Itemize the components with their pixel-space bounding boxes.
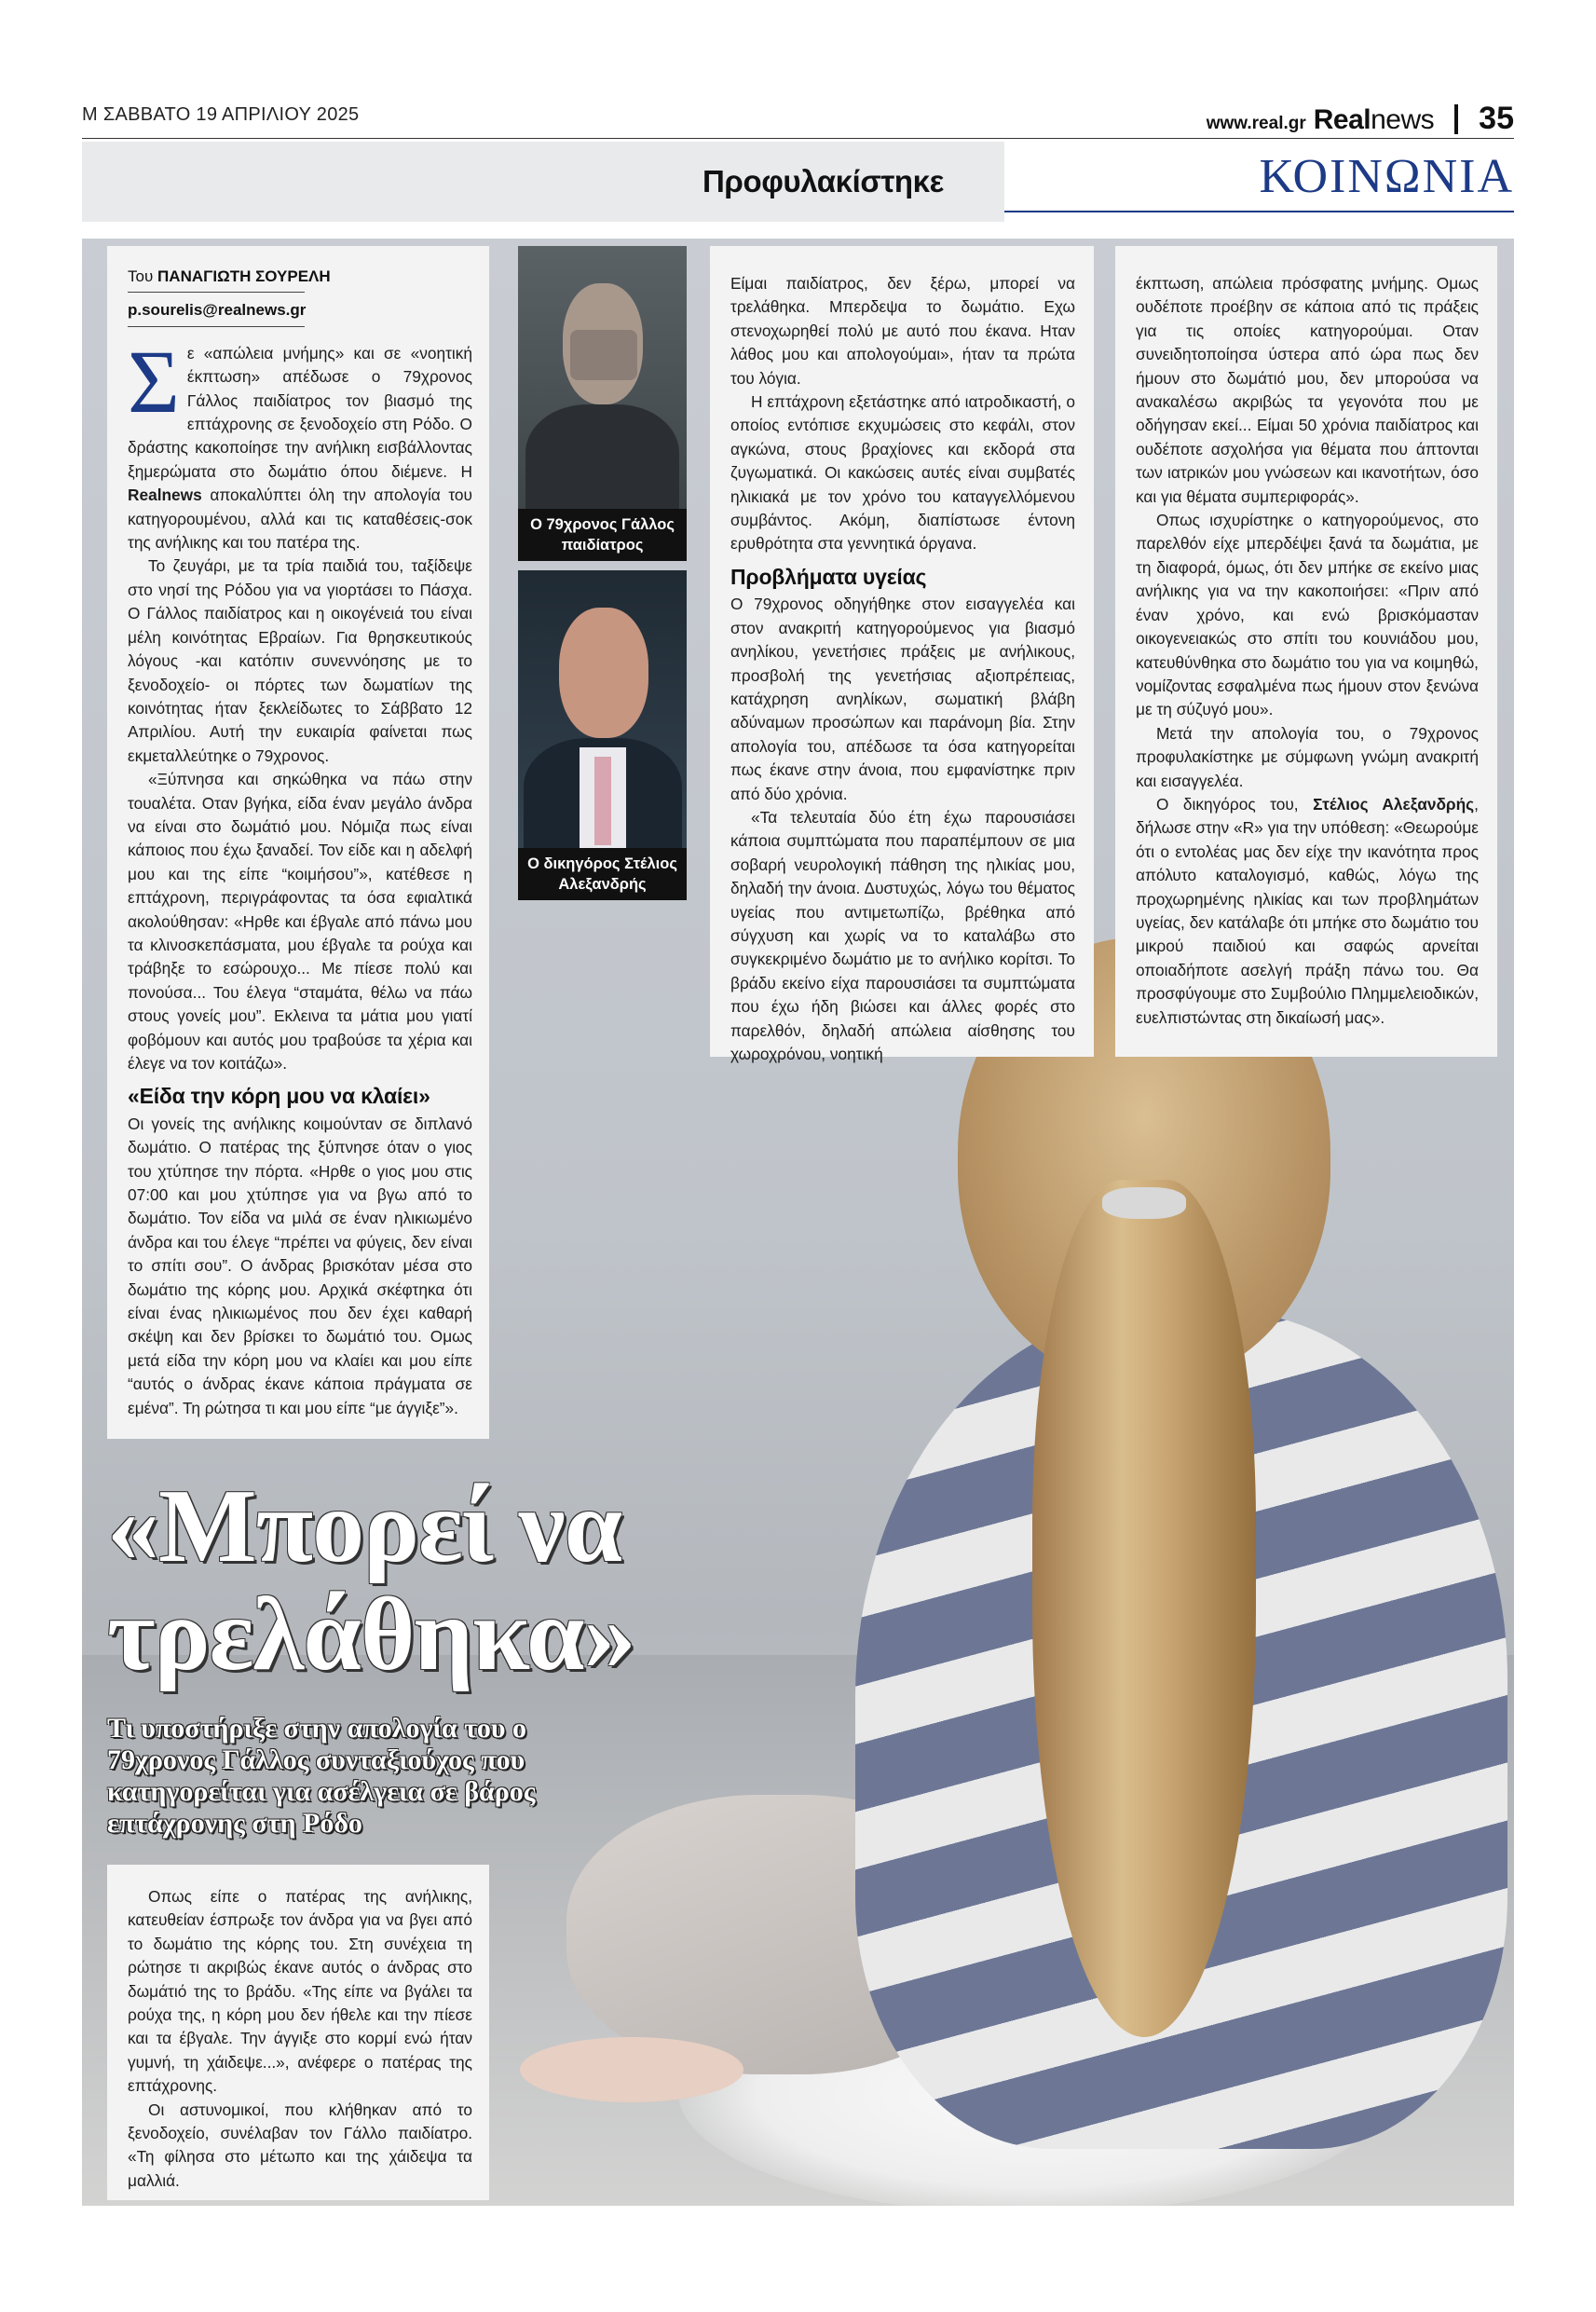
paragraph: έκπτωση, απώλεια πρόσφατης μνήμης. Ομως ουδέποτε προέβην σε κάποια από τις πράξεις για τις οποίες κατηγορούμαι. Οταν συνειδητοποίησα ύστερα από ώρα πως δεν ήμουν στο δωμάτιό μου, δεν μπορούσα να ανακαλέσω ακριβώς τα γεγονότα που με οδήγησαν εκεί... Είμαι 50 χρόνια παιδίατρος και ουδέποτε ασχολήσα για θέματα που άπτονται των ιατρικών μου γνώσεων και ικανοτήτων, όσο και για θέματα συμπεριφοράς». — [1136, 274, 1479, 506]
byline-prefix: Του — [128, 267, 154, 285]
article-column-1 — [107, 246, 489, 1439]
paragraph: Είμαι παιδίατρος, δεν ξέρω, μπορεί να τρελάθηκα. Μπερδεψα το δωμάτιο. Εχω στενοχωρηθεί πολύ με αυτό που έκανα. Ηταν λάθος μου και απολογούμαι», ήταν τα πρώτα του λόγια. — [730, 274, 1075, 388]
issue-date: Μ ΣΑΒΒΑΤΟ 19 ΑΠΡΙΛΙΟΥ 2025 — [82, 104, 360, 125]
paragraph: Ο δικηγόρος του, Στέλιος Αλεξανδρής, δήλωσε στην «R» για την υπόθεση: «Θεωρούμε ότι ο εντολέας μας δεν είχε την ικανότητα προς απόλυτο καταλογισμό, καθώς, λόγω της προχωρημένης ηλικίας και των προβλημάτων υγείας, δεν κατάλαβε ότι μπήκε στο δωμάτιο του μικρού παιδιού και σαφώς αρνείται οποιαδήποτε ασελγή πράξη πάνω του. Θα προσφύγουμε στο Συμβούλιο Πλημμελειοδικών, ευελπιστώντας στη δικαίωσή μας». — [1136, 794, 1479, 1027]
masthead — [1207, 101, 1514, 137]
header-rule — [82, 138, 1514, 139]
paragraph: Οι αστυνομικοί, που κλήθηκαν από το ξενοδοχείο, συνέλαβαν τον Γάλλο παιδίατρο. «Τη φίλησα στο μέτωπο και της χάιδεψα τα μαλλιά. — [128, 2100, 472, 2190]
photo-face — [559, 608, 648, 738]
main-headline — [107, 1469, 946, 1692]
drop-cap: Σ — [128, 331, 180, 431]
byline-rule — [128, 292, 305, 293]
paragraph: «Τα τελευταία δύο έτη έχω παρουσιάσει κάποια συμπτώματα που παραπέμπουν σε μια σοβαρή νευρολογική πάθηση της ηλικίας μου, δηλαδή την άνοια. Δυστυχώς, λόγω του θέματος υγείας που αντιμετωπίζω, βρέθηκα από σύγχυση και χωρίς να το καταλάβω στο συγκεκριμένο δωμάτιο με το ανήλικο κορίτσι. Το βράδυ εκείνο είχα παρουσιάσει τα συμπτώματα που έχω ήδη βιώσει και άλλες φορές στο παρελθόν, δηλαδή απώλεια αίσθησης του χωροχρόνου, νοητική — [730, 807, 1075, 1063]
article-column-3 — [1115, 246, 1497, 1057]
headline-line-1: «Μπορεί να — [107, 1469, 622, 1584]
subheadline: Τι υποστήριξε στην απολογία του ο 79χρονος Γάλλος συνταξιούχος που κατηγορείται για ασέλγεια σε βάρος επτάχρονης στη Ρόδο — [107, 1713, 536, 1839]
lead-paragraph: Σε «απώλεια μνήμης» και σε «νοητική έκπτωση» απέδωσε ο 79χρονος Γάλλος παιδίατρος τον βιασμό της επτάχρονης σε ξενοδοχείο στη Ρόδο. Ο δράστης κακοποίησε την ανήλικη εισβάλλοντας ξημερώματα στο δωμάτιο όπου διέμενε. Η Realnews αποκαλύπτει όλη την απολογία του κατηγορουμένου, αλλά και τις καταθέσεις-σοκ της ανήλικης και του πατέρα της. — [128, 331, 472, 553]
article-column-4 — [107, 1865, 489, 2200]
defendant-photo — [518, 246, 687, 509]
portrait-defendant — [518, 246, 687, 561]
paragraph: «Ξύπνησα και σηκώθηκα να πάω στην τουαλέτα. Οταν βγήκα, είδα έναν μεγάλο άνδρα να είναι στο δωμάτιό μου. Νόμιζα πως είναι κάποιος που έχω ξαναδεί. Τον είδε και η αδελφή μου και της είπε “κοιμήσου”», κατέθεσε η επτάχρονη, περιγράφοντας τα όσα εφιαλτικά ακολούθησαν: «Ηρθε και έβγαλε από πάνω μου τα κλινοσκεπάσματα, μου έβγαλε τα ρούχα και τράβηξε το εσώρουχο... Με πίεσε πολύ και πονούσα... Του έλεγα “σταμάτα, θέλω να πάω στους γονείς μου”. Εκλεινα τα μάτια μου γιατί φοβόμουν και αυτός μου τραβούσε τα χέρια και έλεγε να τον κοιτάζω». — [128, 770, 472, 1073]
email-rule — [128, 326, 305, 327]
page-number: 35 — [1479, 101, 1514, 136]
subheading: Προβλήματα υγείας — [730, 564, 927, 589]
author-email[interactable]: p.sourelis@realnews.gr — [128, 301, 307, 320]
section-title: ΚΟΙΝΩΝΙΑ — [1259, 150, 1514, 203]
logo-bold: Real — [1313, 104, 1371, 135]
article-column-2 — [710, 246, 1094, 1063]
brand-logo — [1314, 104, 1434, 136]
lawyer-photo — [518, 570, 687, 848]
category-label: Προφυλακίστηκε — [703, 164, 944, 198]
paragraph: Το ζευγάρι, με τα τρία παιδιά του, ταξίδεψε στο νησί της Ρόδου για να γιορτάσει το Πάσχα. Ο Γάλλος παιδίατρος και η οικογένειά του είναι μέλη κοινότητας Εβραίων. Για θρησκευτικούς λόγους -και κατόπιν συνεννόησης με το ξενοδοχείο- οι πόρτες των δωματίων της κοινότητας ήταν ξεκλείδωτες το Σάββατο 12 Απριλίου. Αυτή την ευκαιρία φαίνεται πως εκμεταλλεύτηκε ο 79χρονος. — [128, 556, 472, 765]
headline-line-2: τρελάθηκα» — [107, 1577, 635, 1692]
brand-mention: Realnews — [128, 486, 202, 505]
photo-suit — [525, 404, 679, 509]
paragraph: Μετά την απολογία του, ο 79χρονος προφυλακίστηκε με σύμφωνη γνώμη ανακριτή και εισαγγελέα. — [1136, 723, 1479, 790]
section-rule — [1004, 211, 1514, 212]
paragraph: Η επτάχρονη εξετάστηκε από ιατροδικαστή, ο οποίος εντόπισε εκχυμώσεις στο κεφάλι, στον αγκώνα, στους βραχίονες και εκδορά στα ζυγωματικά. Οι κακώσεις αυτές είναι συμβατές ηλικιακά με τον χρόνο του καταγγελλόμενου συμβάντος. Ακόμη, διαπίστωσε έντονη ερυθρότητα στα γεννητικά όργανα. — [730, 392, 1075, 554]
photo-girl-ponytail — [1032, 1180, 1256, 2037]
subheading: «Είδα την κόρη μου να κλαίει» — [128, 1084, 430, 1109]
author-name: ΠΑΝΑΓΙΩΤΗ ΣΟΥΡΕΛΗ — [157, 267, 331, 285]
photo-tie — [594, 757, 611, 845]
paragraph: Οπως ισχυρίστηκε ο κατηγορούμενος, στο παρελθόν είχε μπερδέψει ξανά τα δωμάτια, με τη διαφορά, όμως, ότι δεν μπήκε σε εκείνο μιας ανήλικης για να την κακοποιήσει: «Πριν από έναν χρόνο, και ενώ βρισκόμασταν οικογενειακώς στο σπίτι του κουνιάδου μου, κατευθύνθηκα στο δωμάτιο του για να κοιμηθώ, νομίζοντας εσφαλμένα πως ήμουν στον ξενώνα με τη σύζυγό μου». — [1136, 511, 1479, 719]
paragraph: Οπως είπε ο πατέρας της ανήλικης, κατευθείαν έσπρωξε τον άνδρα για να βγει από το δωμάτιο της κόρης του. Στη συνέχεια τη ρώτησε τι ακριβώς έκανε αυτός ο άνδρας στο δωμάτιό της το βράδυ. «Της είπε να βγάλει τα ρούχα της, η κόρη μου δεν ήθελε και την πίεσε και τα έβγαλε. Την άγγιξε στο κορμί ενώ ήταν γυμνή, τη χάιδεψε...», ανέφερε ο πατέρας της επτάχρονης. — [128, 1887, 472, 2096]
paragraph: Οι γονείς της ανήλικης κοιμούνταν σε διπλανό δωμάτιο. Ο πατέρας της ξύπνησε όταν ο γιος του χτύπησε την πόρτα. «Ηρθε ο γιος μου στις 07:00 και μου χτύπησε για να βγω από το δωμάτιο. Τον είδα να μιλά σε έναν ηλικιωμένο άνδρα και του έλεγε “πρέπει να φύγεις, δεν είναι το σπίτι σου”. Ο άνδρας βρισκόταν μέσα στο δωμάτιο της κόρης μου. Αρχικά σκέφτηκα ότι είναι ένας ηλικιωμένος που δεν έχει καθαρή σκέψη και δεν βρίσκει το δωμάτιό του. Ομως μετά είδα την κόρη μου να κλαίει και μου είπε “αυτός ο άνδρας έκανε κάποια πράγματα σε εμένα”. Τη ρώτησα τι και μου είπε “με άγγιξε”». — [128, 1114, 472, 1417]
byline — [128, 265, 472, 288]
site-url[interactable]: www.real.gr — [1206, 114, 1306, 133]
lawyer-name: Στέλιος Αλεξανδρής — [1313, 794, 1475, 814]
photo-hair-tie — [1102, 1187, 1186, 1219]
caption-lawyer: Ο δικηγόρος Στέλιος Αλεξανδρής — [518, 848, 687, 900]
caption-defendant: Ο 79χρονος Γάλλος παιδίατρος — [518, 509, 687, 561]
paragraph: Ο 79χρονος οδηγήθηκε στον εισαγγελέα και στον ανακριτή κατηγορούμενος για βιασμό ανηλίκου, γενετήσιες πράξεις με ανήλικους, προσβολή της γενετήσιας αξιοπρέπειας, κατάχρηση ανηλίκων, σωματική βλάβη αδύναμων προσώπων και παράνομη βία. Στην απολογία του, απέδωσε τα όσα κατηγορείται πως έκανε στην άνοια, που εμφανίστηκε πριν από δύο χρόνια. — [730, 595, 1075, 803]
blur-mask — [570, 330, 637, 380]
logo-thin: news — [1371, 104, 1435, 135]
portrait-lawyer — [518, 570, 687, 900]
masthead-divider — [1454, 104, 1458, 134]
photo-girl-foot — [520, 2037, 743, 2102]
